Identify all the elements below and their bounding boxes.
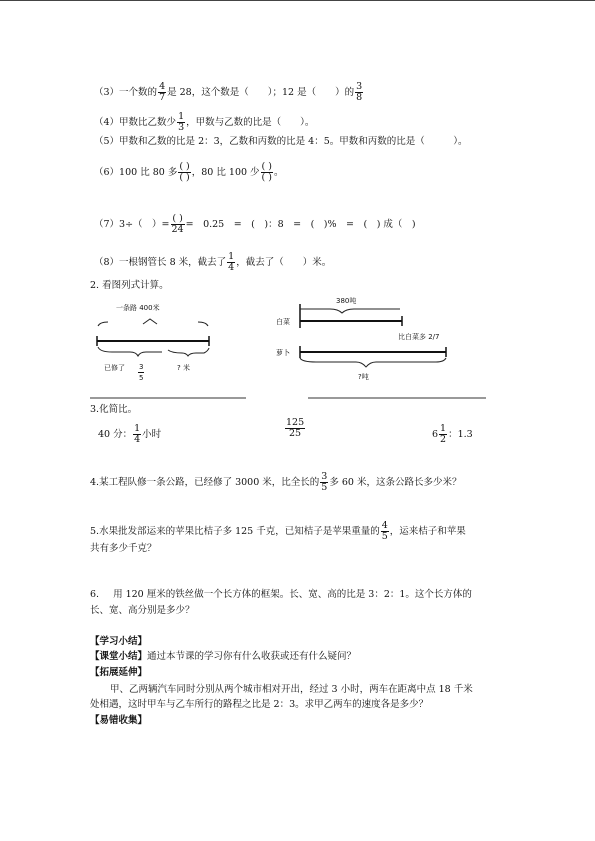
fig1-bottom-brace-done — [98, 347, 162, 356]
q5-text: 甲数和乙数的比是 2：3，乙数和丙数的比是 4：5。甲数和丙数的比是（ ）。 — [119, 136, 468, 147]
problem-6-line-1: 用 120 厘米的铁丝做一个长方体的框架。长、宽、高的比是 3：2：1。这个长方体的 — [113, 589, 472, 600]
problem-6 — [90, 589, 472, 601]
ratio-2-den: 25 — [289, 428, 302, 439]
fig2-top-brace — [300, 309, 400, 313]
ratio-3-num: 1 — [440, 423, 447, 434]
fig1-frac-den: 5 — [139, 374, 144, 382]
problem-5-b: ，运来桔子和苹果 — [389, 526, 466, 537]
ratio-2-num: 125 — [286, 417, 305, 428]
q3-frac2-den: 8 — [356, 92, 363, 103]
q3-frac-den: 7 — [159, 92, 166, 103]
ratio-1-num: 1 — [134, 423, 141, 434]
fig1-total-label: 一条路 400米 — [116, 304, 160, 312]
q4-frac-num: 1 — [178, 111, 185, 122]
q3-text-a: 一个数的 — [119, 87, 158, 98]
problem-5-line-2: 共有多少千克？ — [90, 543, 157, 554]
q7-text-a: 3÷（ ）= — [119, 219, 170, 230]
problem-5-a: 5.水果批发部运来的苹果比桔子多 125 千克，已知桔子是苹果重量的 — [90, 526, 380, 537]
q8-text-a: 一根钢管长 8 米，截去了 — [119, 257, 227, 268]
ratio-1-a: 40 分： — [98, 429, 133, 440]
fig1-top-brace-right — [198, 322, 208, 326]
q6-blank-den-1: ( ) — [179, 172, 190, 183]
q5-number: （5） — [94, 136, 120, 147]
heading-study-summary: 【学习小结】 — [90, 636, 148, 647]
ratio-1-b: 小时 — [142, 429, 162, 440]
q4-frac-den: 3 — [178, 122, 185, 133]
q8-number: （8） — [94, 257, 120, 268]
ratio-1 — [98, 424, 161, 445]
q8-text-b: ，截去了（ ）米。 — [236, 257, 332, 268]
problem-6-line-2: 长、宽、高分别是多少？ — [90, 605, 195, 616]
extension-line-1: 甲、乙两辆汽车同时分别从两个城市相对开出，经过 3 小时，两车在距离中点 18 千米 — [110, 684, 473, 695]
q4-text-a: 甲数比乙数少 — [119, 117, 177, 128]
class-summary — [90, 651, 356, 663]
q7-number: （7） — [94, 219, 120, 230]
ratio-2 — [284, 418, 306, 439]
q3-frac-num: 4 — [159, 81, 166, 92]
heading-error-collection: 【易错收集】 — [90, 715, 148, 726]
fig2-unknown-label: ?吨 — [358, 373, 369, 381]
q3-text-b: 是 28，这个数是（ ）；12 是（ ）的 — [167, 87, 355, 98]
problem-4-den: 5 — [321, 482, 328, 493]
q6-text-a: 100 比 80 多 — [119, 167, 178, 178]
problem-4-a: 4.某工程队修一条公路，已经修了 3000 米，比全长的 — [90, 477, 320, 488]
problem-6-number: 6. — [90, 589, 100, 600]
heading-extension: 【拓展延伸】 — [90, 667, 148, 678]
fig2-radish-label: 萝卜 — [276, 349, 290, 357]
fig2-total-label: 380吨 — [336, 297, 357, 305]
ratio-3 — [432, 424, 473, 445]
fig2-bottom-brace — [300, 358, 446, 367]
fig1-top-brace-tip — [143, 319, 157, 324]
q3-frac2-num: 3 — [356, 81, 363, 92]
fig1-bottom-brace-rest — [168, 348, 209, 356]
ratio-3-b: ：1.3 — [448, 429, 473, 440]
q7-frac-den: 24 — [171, 224, 184, 235]
q3-number: （3） — [94, 87, 120, 98]
section-3-title: 3.化简比。 — [90, 404, 138, 415]
q6-text-b: ，80 比 100 少 — [191, 167, 260, 178]
q7-text-b: = 0.25 = ( )：8 = ( )% = ( ) 成（ ) — [185, 219, 416, 230]
problem-5-den: 5 — [381, 531, 388, 542]
section-2-title: 2. 看图列式计算。 — [90, 280, 169, 291]
q8-frac-num: 1 — [228, 251, 235, 262]
q6-blank-den-2: ( ) — [261, 172, 272, 183]
fig1-frac-num: 3 — [139, 363, 144, 371]
q4-number: （4） — [94, 117, 120, 128]
heading-class-summary: 【课堂小结】 — [90, 651, 148, 662]
q4-text-b: ，甲数与乙数的比是（ ）。 — [186, 117, 315, 128]
q8-frac-den: 4 — [228, 262, 235, 273]
ratio-3-den: 2 — [440, 434, 447, 445]
fig1-top-brace-left — [98, 322, 108, 326]
extension-line-2: 处相遇，这时甲车与乙车所行的路程之比是 2：3。求甲乙两车的速度各是多少？ — [90, 699, 429, 710]
problem-5-num: 4 — [381, 520, 388, 531]
ratio-3-whole: 6 — [432, 429, 439, 440]
q6-number: （6） — [94, 167, 120, 178]
fig2-more-note: 比白菜多 2/7 — [398, 333, 440, 341]
fig1-done-fraction — [137, 362, 145, 383]
class-summary-text: 通过本节课的学习你有什么收获或还有什么疑问？ — [147, 651, 357, 662]
problem-4-b: 多 60 米，这条公路长多少米？ — [329, 477, 462, 488]
ratio-1-den: 4 — [134, 434, 141, 445]
q6-blank-num-1: ( ) — [179, 161, 190, 172]
problem-4 — [90, 472, 461, 493]
fig1-unknown-label: ? 米 — [177, 364, 190, 372]
problem-4-num: 3 — [321, 471, 328, 482]
fig1-done-label: 已修了 — [104, 364, 125, 372]
q6-text-c: 。 — [273, 167, 284, 178]
q6-blank-num-2: ( ) — [261, 161, 272, 172]
q7-frac-num: ( ) — [172, 213, 183, 224]
fig2-cabbage-label: 白菜 — [276, 318, 290, 326]
problem-5 — [90, 521, 466, 542]
